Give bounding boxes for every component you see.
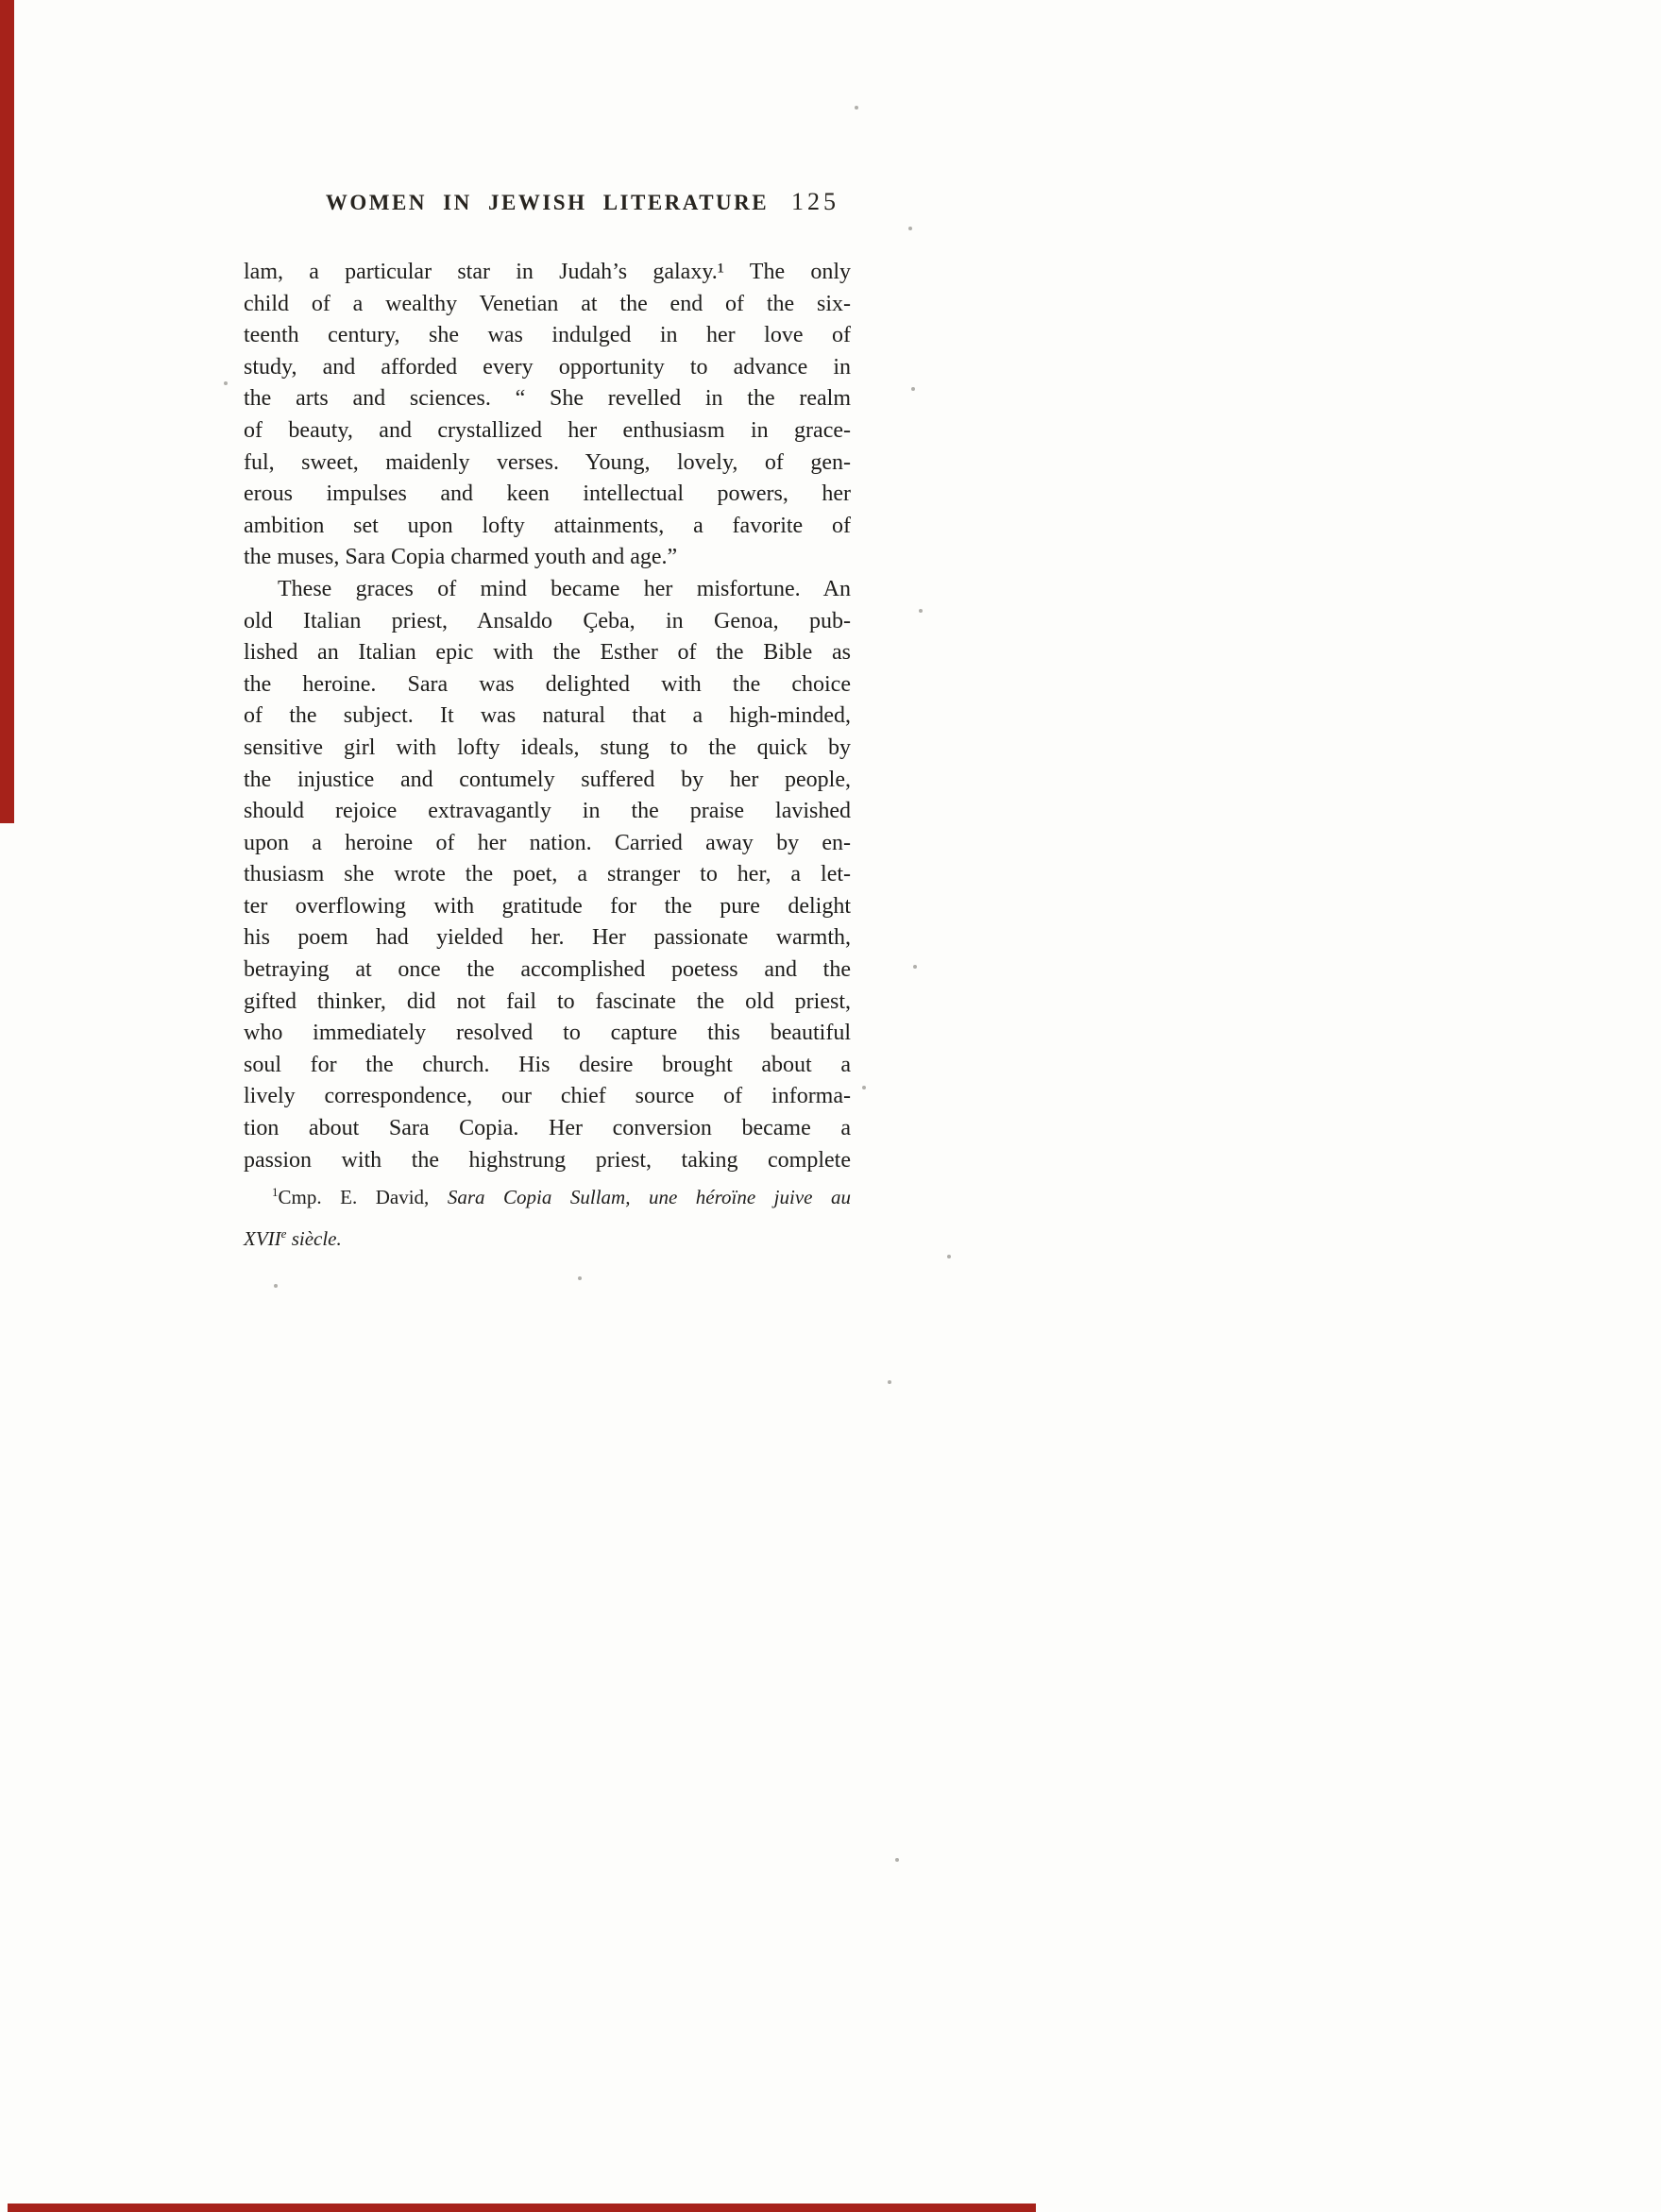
body-line: the muses, Sara Copia charmed youth and age.” [244,545,678,570]
body-line: old Italian priest, Ansaldo Çeba, in Genoa, pub- [244,608,851,633]
body-line: sensitive girl with lofty ideals, stung to the quick by [244,735,851,760]
scan-speck [855,106,858,110]
body-line: lively correspondence, our chief source of informa- [244,1084,851,1109]
body-line: ful, sweet, maidenly verses. Young, lovely, of gen- [244,449,851,475]
body-line: These graces of mind became her misfortune. An [278,576,851,601]
footnote-ordinal-sup: e [280,1226,287,1241]
scan-speck [913,965,917,969]
scan-speck [274,1284,278,1288]
body-line: child of a wealthy Venetian at the end of the six- [244,291,851,316]
scan-edge-bottom-red-bar [8,2204,1036,2212]
scan-speck [888,1380,891,1384]
body-line: upon a heroine of her nation. Carried away by en- [244,830,851,855]
body-line: who immediately resolved to capture this beautiful [244,1021,851,1046]
scan-speck [911,387,915,391]
body-line: passion with the highstrung priest, taking complete [244,1147,851,1173]
header-title: WOMEN IN JEWISH LITERATURE [325,191,770,214]
body-line: of beauty, and crystallized her enthusiasm in grace- [244,417,851,443]
body-line: ambition set upon lofty attainments, a favorite of [244,513,851,538]
body-line: lam, a particular star in Judah’s galaxy.¹ The only [244,260,851,284]
body-line: teenth century, she was indulged in her love of [244,323,851,348]
body-line: should rejoice extravagantly in the praise lavished [244,799,851,824]
footnote-work-title: Sara Copia Sullam, une héroïne juive au [447,1186,851,1208]
footnote-title-roman-numeral: XVII [244,1227,281,1250]
scan-speck [224,381,228,385]
body-line: betraying at once the accomplished poetess and the [244,957,851,983]
body-line: the arts and sciences. “ She revelled in the realm [244,386,851,412]
footnote [244,1176,851,1259]
scan-speck [578,1276,582,1280]
scan-speck [919,609,923,613]
page-number: 125 [791,188,839,215]
footnote-citation: Cmp. E. David, [278,1186,430,1208]
scan-speck [947,1255,951,1258]
body-text [244,257,851,1176]
scan-edge-left-red-bar [0,0,14,823]
body-line: the injustice and contumely suffered by her people, [244,767,851,792]
body-line: study, and afforded every opportunity to advance in [244,354,851,380]
body-line: thusiasm she wrote the poet, a stranger to her, a let- [244,862,851,887]
footnote-title-end: siècle. [291,1227,342,1250]
body-line: his poem had yielded her. Her passionate warmth, [244,925,851,951]
body-line: lished an Italian epic with the Esther of the Bible as [244,640,851,666]
footnote-line-2 [244,1218,851,1259]
body-line: erous impulses and keen intellectual powers, her [244,481,851,507]
footnote-marker: 1 [272,1185,279,1199]
scan-speck [908,227,912,230]
body-line: of the subject. It was natural that a high-minded, [244,703,851,729]
scan-speck [862,1086,866,1089]
body-line: gifted thinker, did not fail to fascinate the old priest, [244,988,851,1014]
running-header [244,188,851,223]
body-line: the heroine. Sara was delighted with the choice [244,671,851,697]
footnote-line-1 [244,1176,851,1218]
scan-speck [895,1858,899,1862]
body-line: tion about Sara Copia. Her conversion became a [244,1116,851,1141]
body-line: soul for the church. His desire brought about a [244,1052,851,1077]
body-line: ter overflowing with gratitude for the pure delight [244,893,851,919]
